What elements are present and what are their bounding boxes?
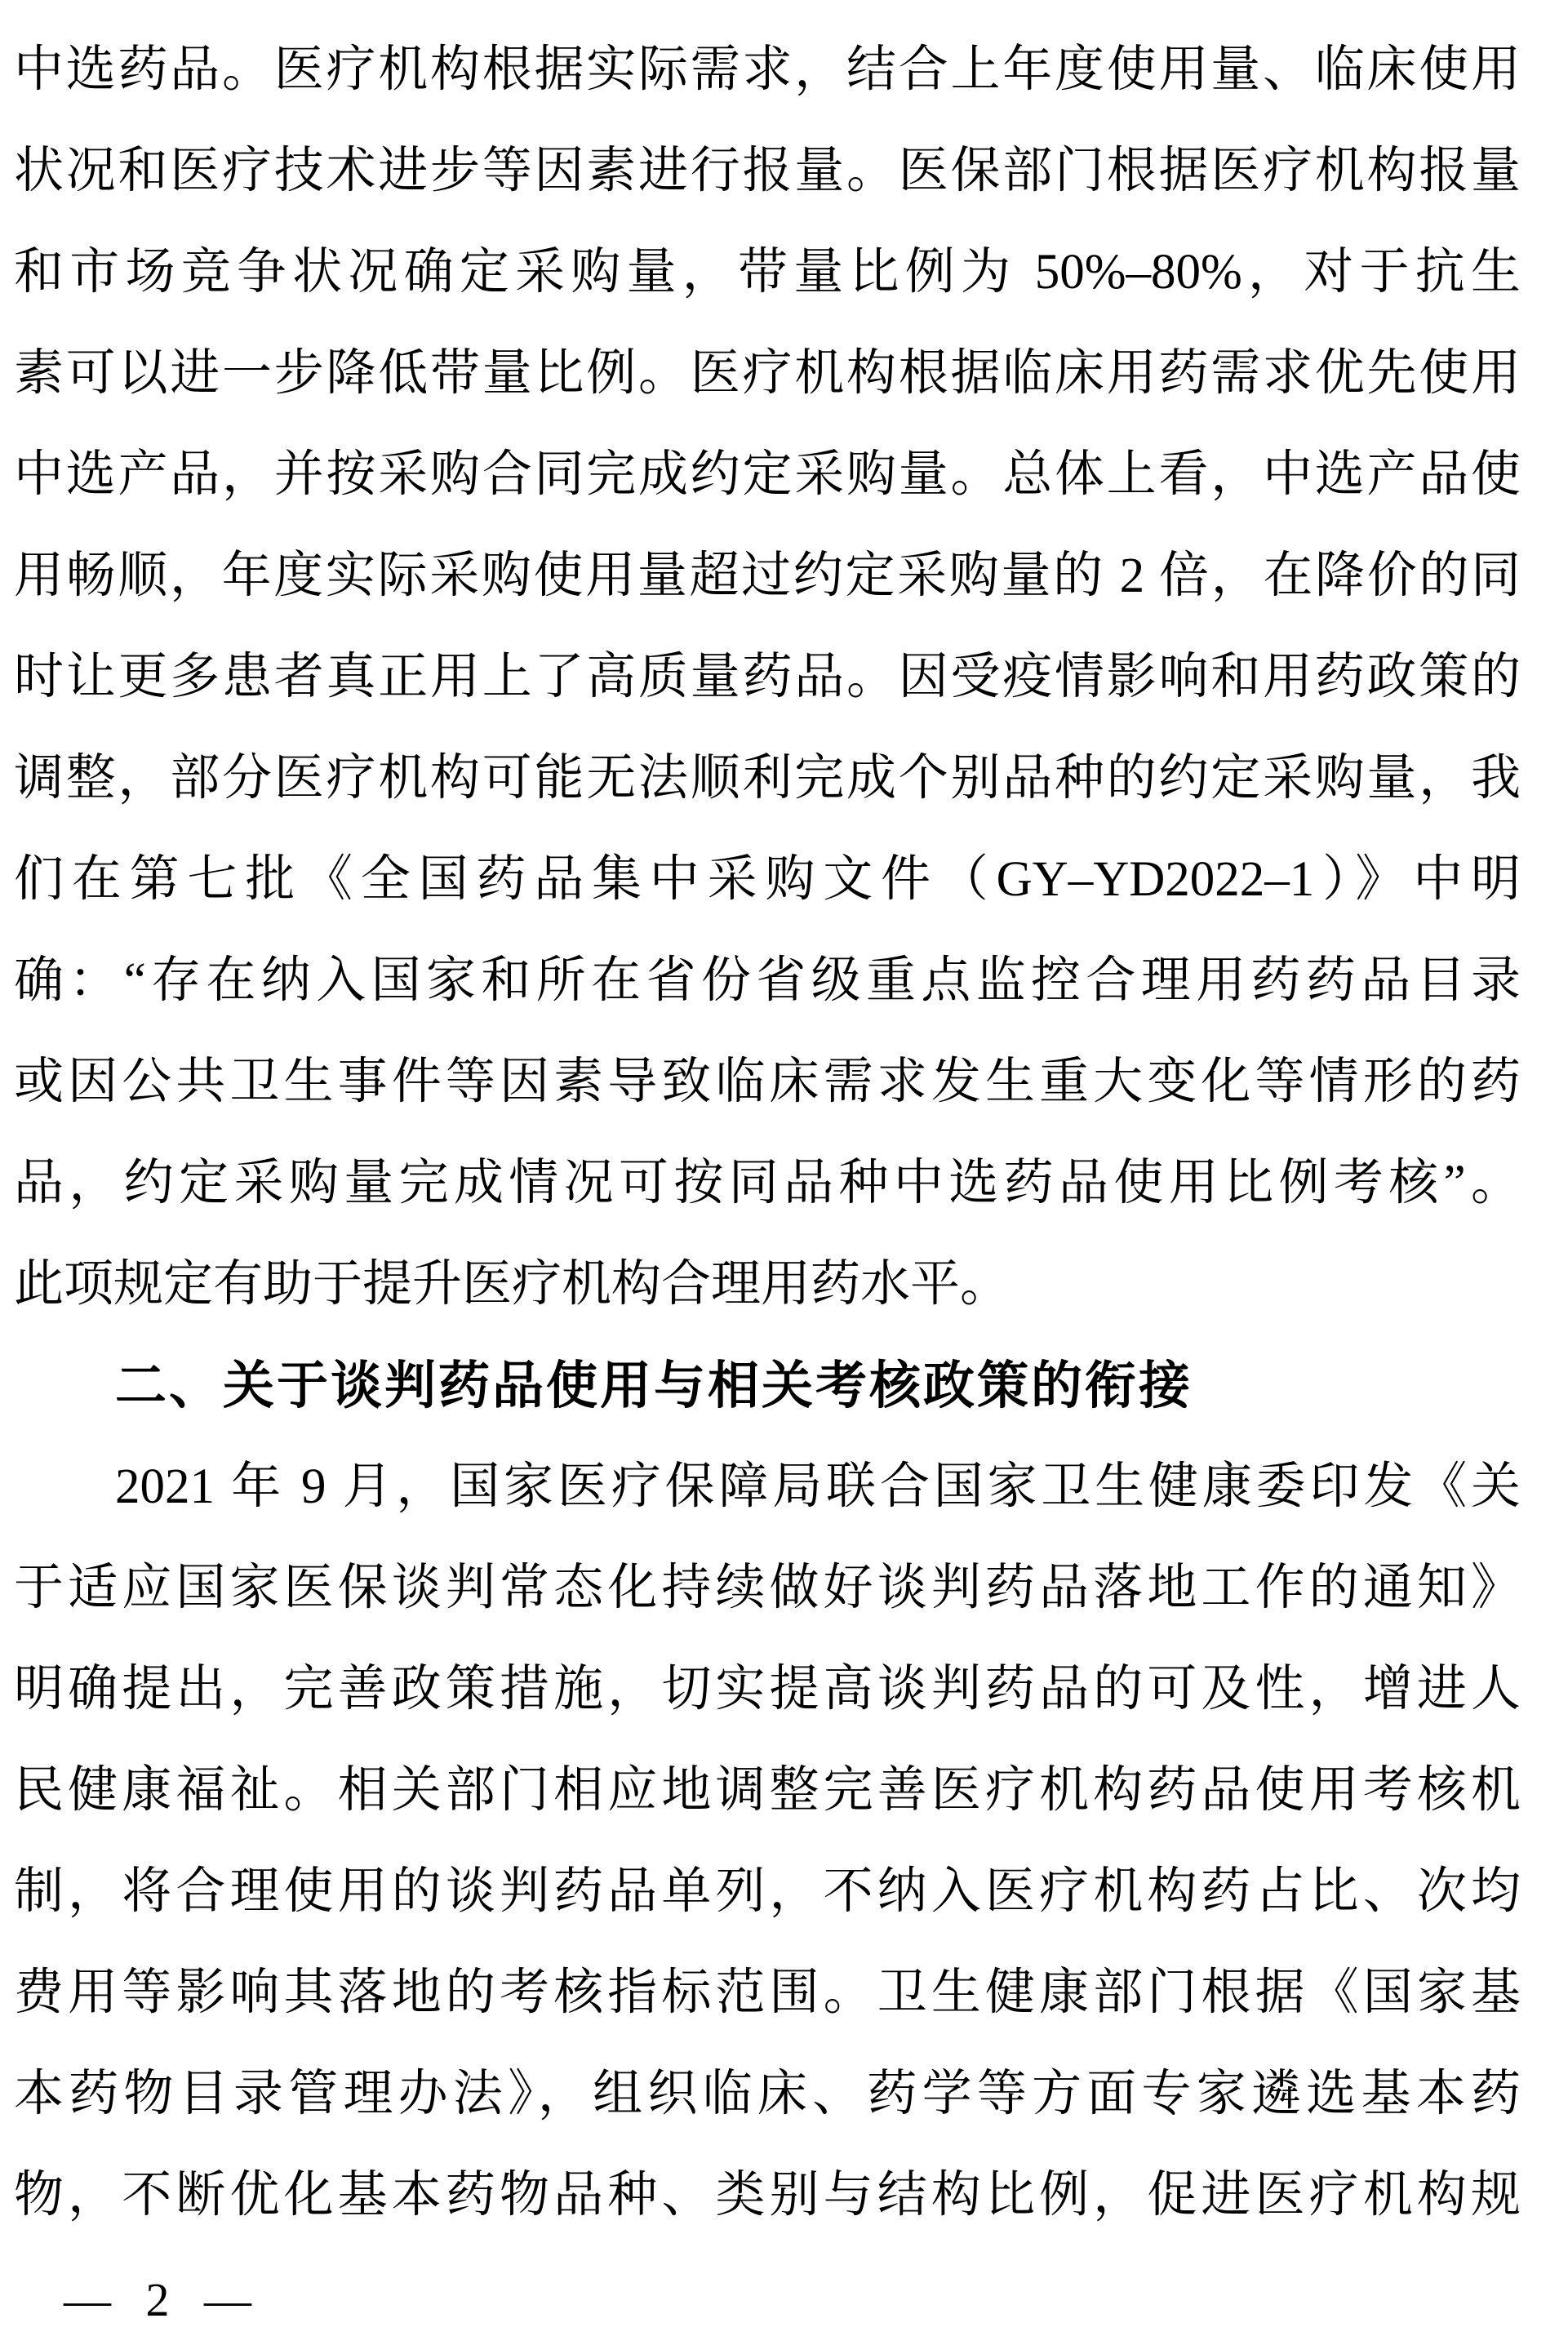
body-line: 状况和医疗技术进步等因素进行报量。医保部门根据医疗机构报量 — [14, 144, 1521, 198]
page-number: — 2 — — [64, 2273, 263, 2326]
body-line: 素可以进一步降低带量比例。医疗机构根据临床用药需求优先使用 — [14, 346, 1521, 401]
body-line: 于适应国家医保谈判常态化持续做好谈判药品落地工作的通知》 — [14, 1561, 1521, 1615]
body-line: 中选药品。医疗机构根据实际需求，结合上年度使用量、临床使用 — [14, 42, 1521, 97]
body-line: 用畅顺，年度实际采购使用量超过约定采购量的 2 倍，在降价的同 — [14, 548, 1521, 603]
body-line: 中选产品，并按采购合同完成约定采购量。总体上看，中选产品使 — [14, 447, 1521, 502]
document-body — [14, 20, 1521, 2246]
body-line: 确：“存在纳入国家和所在省份省级重点监控合理用药药品目录 — [14, 953, 1521, 1008]
body-line: 调整，部分医疗机构可能无法顺利完成个别品种的约定采购量，我 — [14, 751, 1521, 806]
body-line: 物，不断优化基本药物品种、类别与结构比例，促进医疗机构规 — [14, 2168, 1521, 2223]
body-line: 品，约定采购量完成情况可按同品种中选药品使用比例考核”。 — [14, 1156, 1521, 1210]
body-line: 和市场竞争状况确定采购量，带量比例为 50%–80%，对于抗生 — [14, 245, 1521, 300]
body-line: 们在第七批《全国药品集中采购文件（GY–YD2022–1）》中明 — [14, 852, 1521, 907]
paragraph-end-line: 此项规定有助于提升医疗机构合理用药水平。 — [14, 1257, 1011, 1312]
body-line: 明确提出，完善政策措施，切实提高谈判药品的可及性，增进人 — [14, 1662, 1521, 1717]
section-heading: 二、关于谈判药品使用与相关考核政策的衔接 — [115, 1357, 1193, 1415]
body-line: 费用等影响其落地的考核指标范围。卫生健康部门根据《国家基 — [14, 1965, 1521, 2020]
body-line: 民健康福祉。相关部门相应地调整完善医疗机构药品使用考核机 — [14, 1763, 1521, 1818]
paragraph-start-line: 2021 年 9 月，国家医疗保障局联合国家卫生健康委印发《关 — [115, 1459, 1521, 1514]
body-line: 时让更多患者真正用上了高质量药品。因受疫情影响和用药政策的 — [14, 650, 1521, 704]
body-line: 本药物目录管理办法》，组织临床、药学等方面专家遴选基本药 — [14, 2067, 1521, 2121]
body-line: 或因公共卫生事件等因素导致临床需求发生重大变化等情形的药 — [14, 1055, 1521, 1109]
body-line: 制，将合理使用的谈判药品单列，不纳入医疗机构药占比、次均 — [14, 1864, 1521, 1919]
